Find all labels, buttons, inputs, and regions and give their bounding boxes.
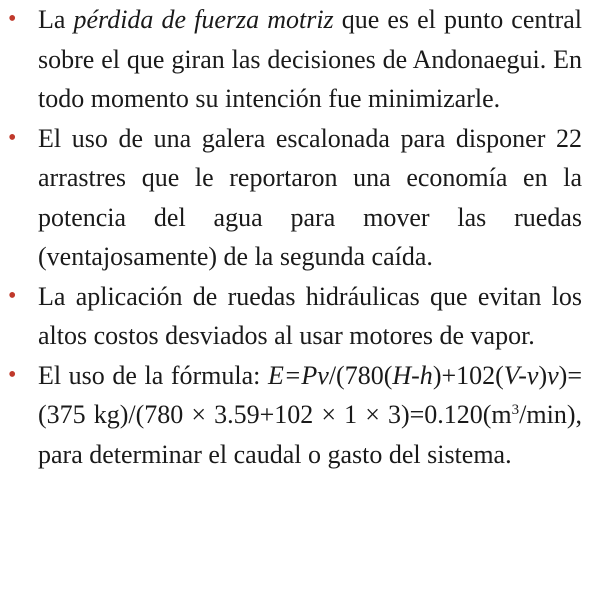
- bullet-text: La aplicación de ruedas hidráulicas que evitan los altos costos desviados al usar motores de vapor.: [38, 281, 582, 350]
- bullet-text: [38, 361, 582, 469]
- bullet-item-stepped-gallery: [6, 119, 582, 277]
- bullet-item-formula: [6, 356, 582, 475]
- text-segment: ): [538, 360, 548, 390]
- formula-variable: H-h: [392, 360, 433, 390]
- text-segment: que es el punto central sobre el que giran las decisiones de Andonaegui. En todo momento su intención fue minimizarle.: [38, 5, 583, 113]
- bullet-item-hydraulic-wheels: [6, 277, 582, 356]
- bullet-marker: •: [8, 124, 17, 151]
- bullet-text: [38, 5, 582, 113]
- bullet-marker: •: [8, 282, 17, 309]
- formula-variable: v: [547, 360, 559, 390]
- bullet-item-power-loss: [6, 0, 582, 119]
- bullet-text: El uso de una galera escalonada para disponer 22 arrastres que le reportaron una economía en la potencia del agua para mover las ruedas (ventajosamente) de la segunda caída.: [38, 123, 582, 271]
- text-segment: El uso de la fórmula:: [38, 360, 268, 390]
- text-segment: /min), para determinar el caudal o gasto del sistema.: [38, 400, 582, 469]
- bullet-list: [6, 0, 582, 474]
- text-segment: La: [38, 5, 74, 34]
- bullet-marker: •: [8, 361, 17, 388]
- text-segment: /(780(: [328, 360, 393, 390]
- text-segment: )=(375 kg)/(780 × 3.59+102 × 1 × 3)=0.120(m: [38, 360, 582, 429]
- italic-term: pérdida de fuerza motriz: [73, 5, 334, 34]
- text-segment: )+102(: [432, 360, 504, 390]
- superscript-exponent: 3: [511, 402, 520, 418]
- bullet-marker: •: [8, 6, 17, 32]
- formula-variable: E=Pv: [267, 360, 329, 390]
- formula-variable: V-v: [503, 360, 539, 390]
